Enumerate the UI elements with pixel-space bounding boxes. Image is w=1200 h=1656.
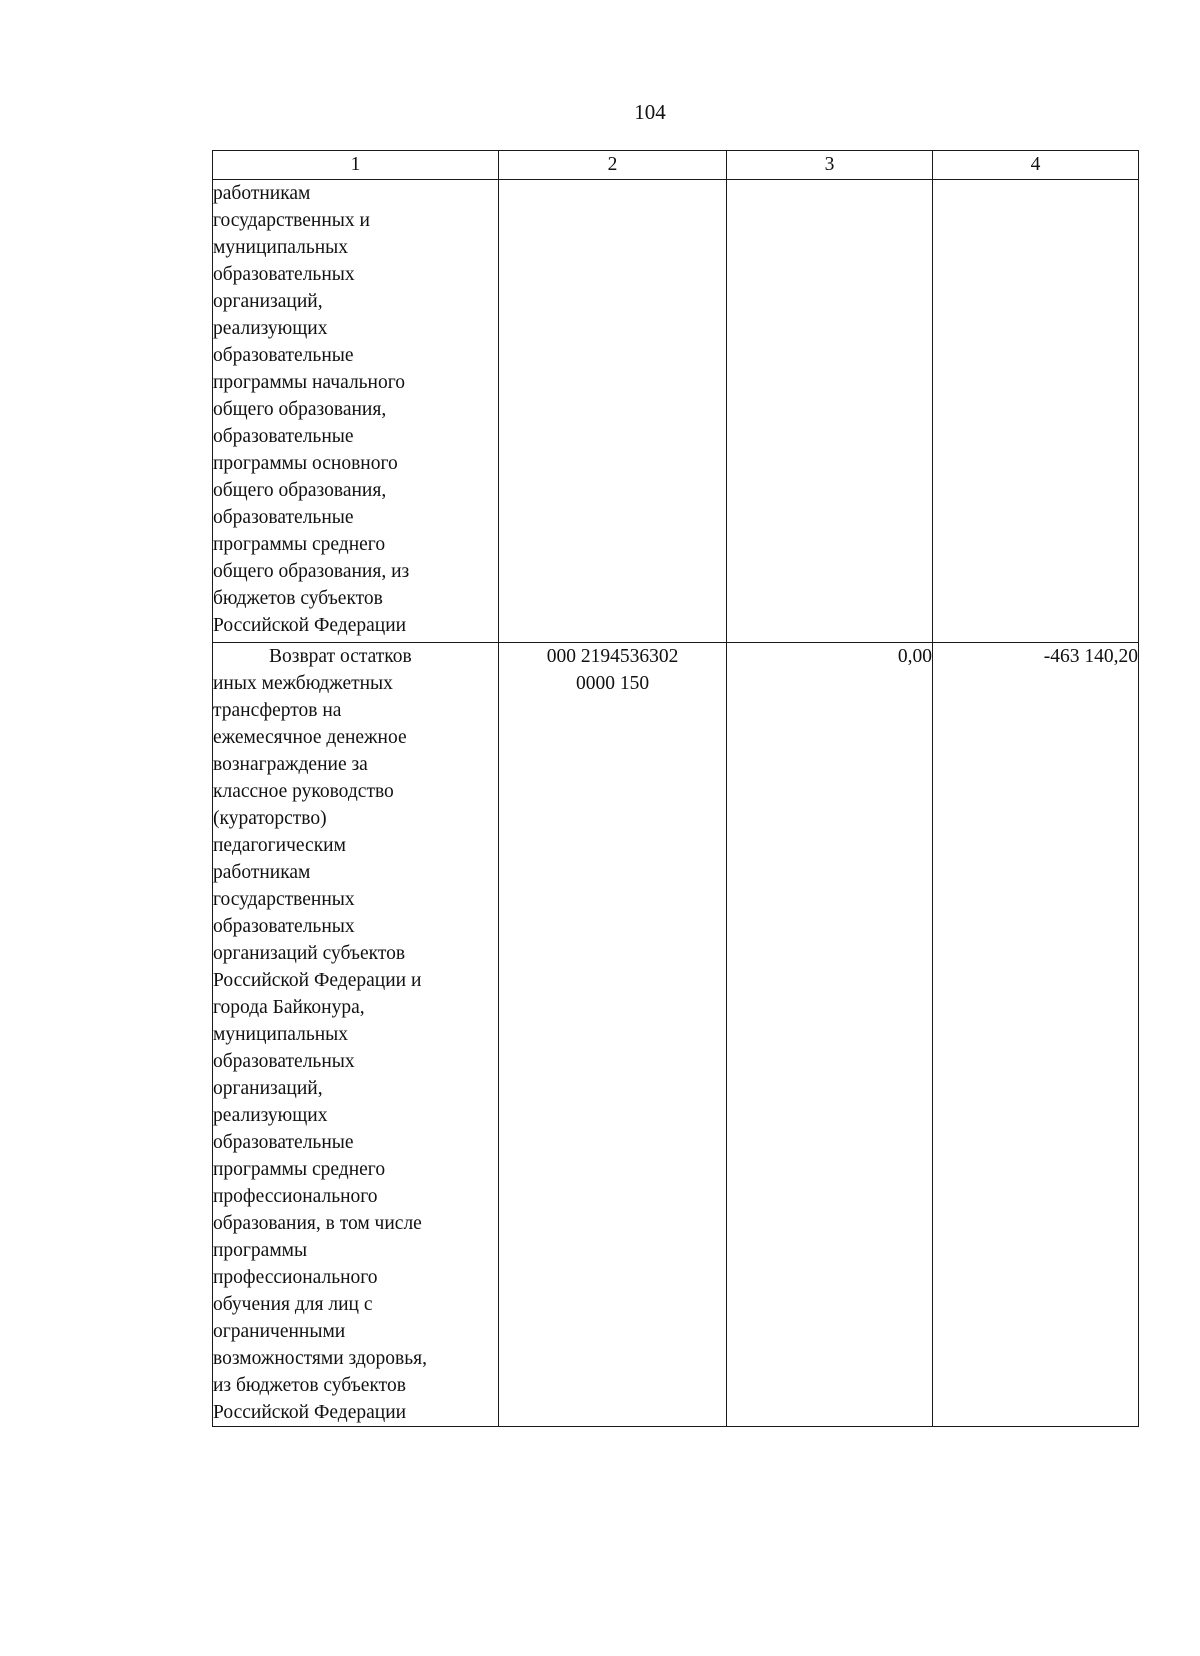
description-line: бюджетов субъектов — [213, 588, 383, 609]
description-line: обучения для лиц с — [213, 1294, 373, 1315]
column-header-2: 2 — [499, 151, 727, 180]
description-line: организаций, — [213, 291, 323, 312]
description-line: программы среднего — [213, 1159, 386, 1180]
description-line: иных межбюджетных — [213, 673, 393, 694]
description-line: педагогическим — [213, 835, 346, 856]
description-line: муниципальных — [213, 1024, 349, 1045]
row-value-col4: -463 140,20 — [933, 643, 1139, 1427]
table-row — [213, 643, 1139, 1427]
description-line: образовательные — [213, 1132, 354, 1153]
description-line: муниципальных — [213, 237, 349, 258]
description-line: образовательные — [213, 426, 354, 447]
description-line: из бюджетов субъектов — [213, 1375, 406, 1396]
description-line: ограниченными — [213, 1321, 346, 1342]
description-line: реализующих — [213, 318, 328, 339]
description-line: (кураторство) — [213, 808, 327, 829]
row-code — [499, 643, 727, 1427]
description-line: образовательных — [213, 264, 355, 285]
column-header-1: 1 — [213, 151, 499, 180]
code-line: 0000 150 — [575, 673, 650, 694]
description-line: государственных — [213, 889, 355, 910]
code-line: 000 2194536302 — [546, 646, 679, 667]
budget-table — [212, 150, 1139, 1427]
description-line: программы — [213, 1240, 308, 1261]
row-code — [499, 180, 727, 643]
row-value-col3 — [727, 180, 933, 643]
description-line: организаций субъектов — [213, 943, 406, 964]
description-line: Российской Федерации и — [213, 970, 422, 991]
description-line: программы среднего — [213, 534, 386, 555]
description-line: образовательных — [213, 916, 355, 937]
row-value-col4 — [933, 180, 1139, 643]
description-line: общего образования, — [213, 480, 387, 501]
description-line: образовательные — [213, 345, 354, 366]
description-line: Возврат остатков — [269, 646, 412, 667]
row-value-col3: 0,00 — [727, 643, 933, 1427]
table-row — [213, 180, 1139, 643]
column-header-4: 4 — [933, 151, 1139, 180]
description-line: профессионального — [213, 1267, 378, 1288]
description-line: города Байконура, — [213, 997, 365, 1018]
description-line: классное руководство — [213, 781, 394, 802]
description-line: Российской Федерации — [213, 1402, 407, 1423]
description-line: общего образования, — [213, 399, 387, 420]
description-line: организаций, — [213, 1078, 323, 1099]
description-line: работникам — [213, 862, 311, 883]
description-line: программы основного — [213, 453, 398, 474]
description-line: образовательные — [213, 507, 354, 528]
description-line: ежемесячное денежное — [213, 727, 407, 748]
row-description — [213, 180, 499, 643]
description-line: образования, в том числе — [213, 1213, 422, 1234]
row-description — [213, 643, 499, 1427]
description-line: Российской Федерации — [213, 615, 407, 636]
description-line: государственных и — [213, 210, 370, 231]
description-line: реализующих — [213, 1105, 328, 1126]
description-line: трансфертов на — [213, 700, 342, 721]
description-line: профессионального — [213, 1186, 378, 1207]
table-header-row — [213, 151, 1139, 180]
description-line: вознаграждение за — [213, 754, 368, 775]
description-line: возможностями здоровья, — [213, 1348, 428, 1369]
description-line: общего образования, из — [213, 561, 410, 582]
description-line: программы начального — [213, 372, 406, 393]
description-line: работникам — [213, 183, 311, 204]
page-number: 104 — [634, 100, 666, 124]
description-line: образовательных — [213, 1051, 355, 1072]
column-header-3: 3 — [727, 151, 933, 180]
